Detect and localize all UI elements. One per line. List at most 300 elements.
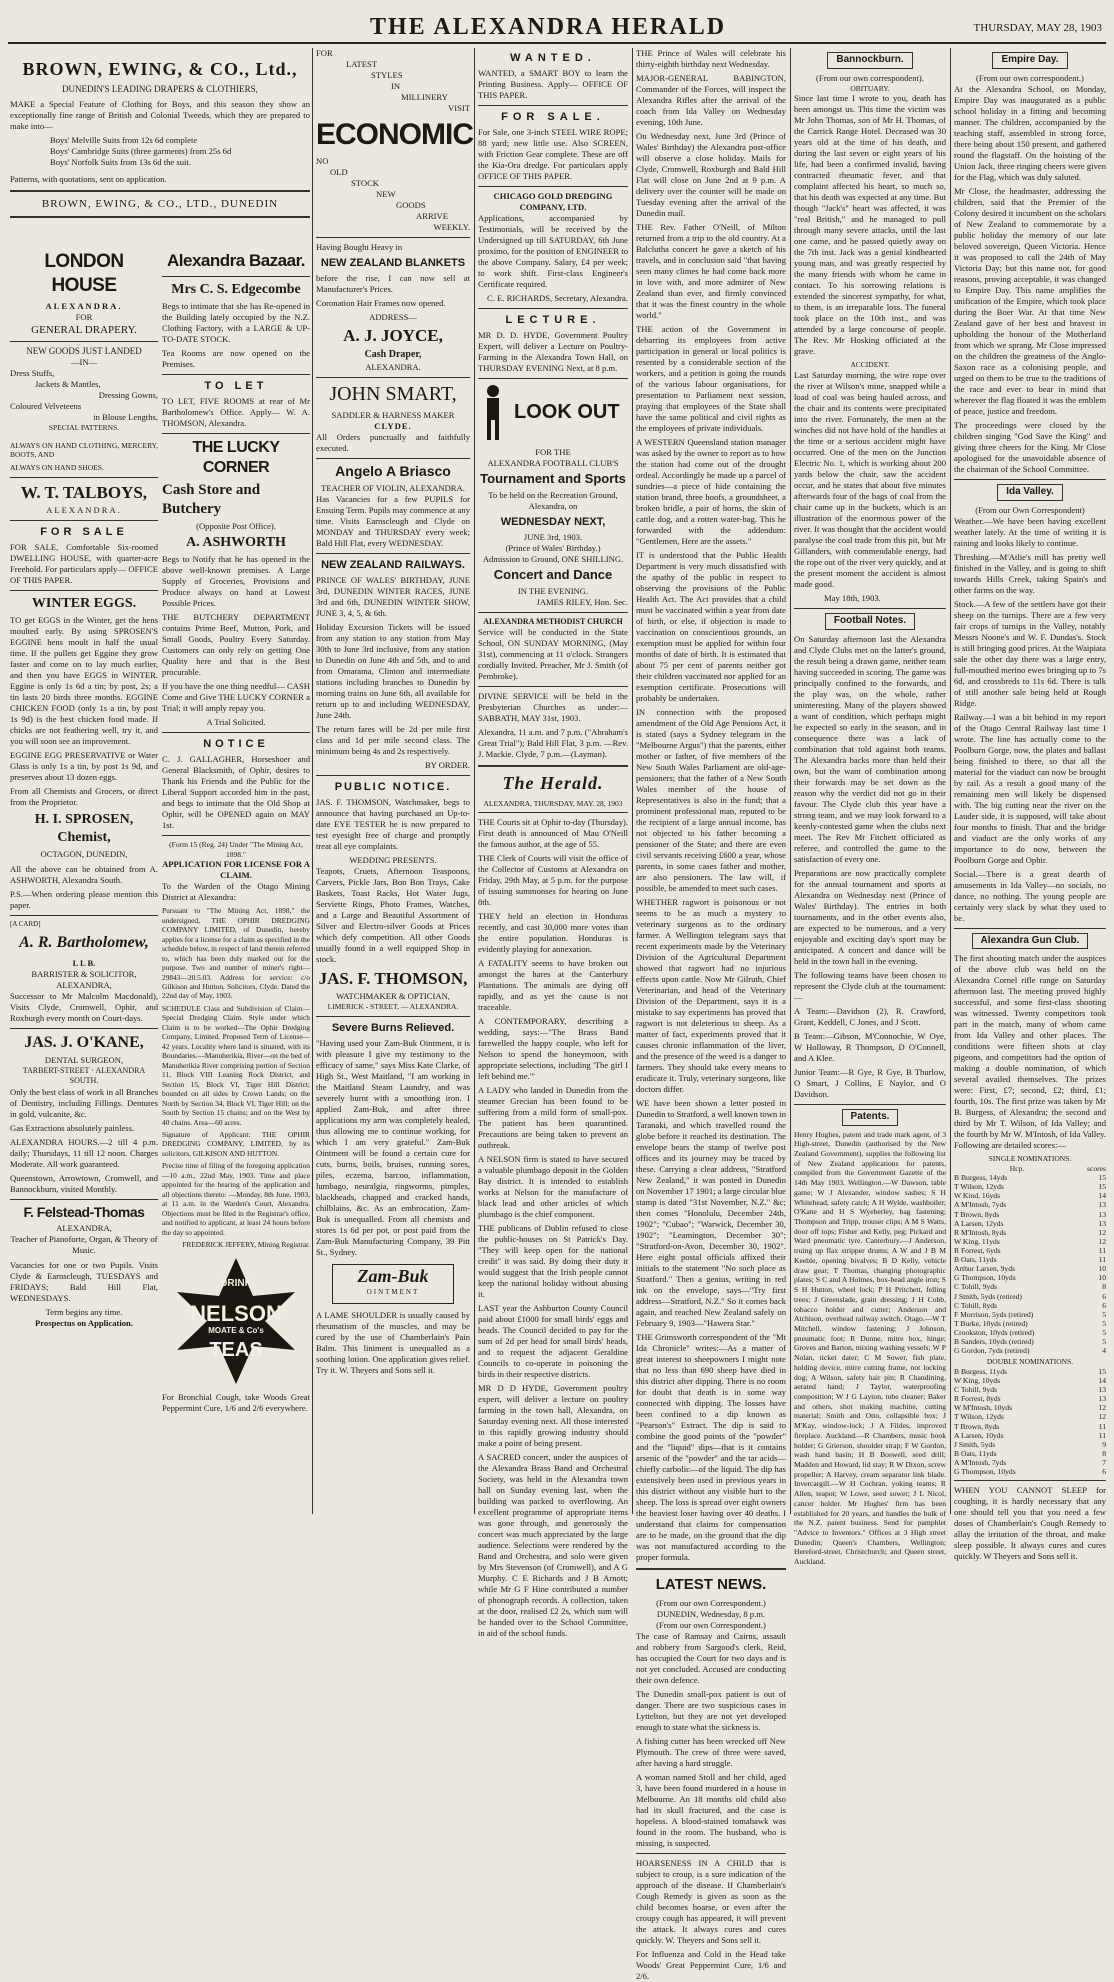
competitor-name: Crookston, 10yds (retired) <box>954 1327 1035 1337</box>
empire-paragraph: Mr Close, the headmaster, addressing the children, said that the Premier of the Colony desired it incumbent on the scholars of New Zealand to commemorate by a public holiday the memory of our late beloved sovereign, Queen Victoria. Hence it was proposed to call the 24th of May Victoria Day; but this name not, for good reasons, proving acceptable, it was changed to Empire Day. This name amplifies the unification of the Empire, which took place during the Boer War. At that time New Zealand gave of her best and bravest in upholding the honour of the Motherland from which we sprang. Mr Close impressed on the children the greatness of the Anglo-Saxon race as a colonising people, and urged on them to be true to the traditions of the race and ever to bear in mind that wherever the flag floated it was the emblem of peace, justice and freedom. <box>954 185 1106 416</box>
okane-towns: Queenstown, Arrowtown, Cromwell, and Bannockburn, visited Monthly. <box>10 1172 158 1194</box>
thomson-trade: WATCHMAKER & OPTICIAN, <box>336 991 450 1002</box>
competitor-name: W M'Intosh, 10yds <box>954 1403 1012 1413</box>
ida-paragraph: Social.—There is a great dearth of amusements in Ida Valley—no socials, no dance, no nothing. The young people are certainly very slack by what they used to be. <box>954 868 1106 923</box>
winter-eggs-text: TO get EGGS in the Winter, get the hens moulted early. By using SPROSEN'S EGGINE hens moult in half the usual time. If the pullets get Eggine they grow faster and come on to lay much earlier, and then you have EGGS in WINTER. Eggine is only 1s 6d a tin; by post, 2s; a tin lasts 20 birds three months. EGGINE CHICKEN FOOD (only 1s a tin, by post 1s 9d) is the best chicken food made. If chicks are not feathering well, try it, and you will soon see an improvement. <box>10 615 158 747</box>
railways-heading: NEW ZEALAND RAILWAYS. <box>321 558 465 571</box>
competitor-name: R Forrest, 8yds <box>954 1394 1001 1404</box>
competitor-name: J Smith, 5yds (retired) <box>954 1291 1022 1301</box>
latest-paragraph: The Dunedin small-pox patient is out of danger. There are two suspicious cases in Lyttelton, but they are not yet developed enough to state what the sickness is. <box>636 1689 786 1733</box>
divider <box>794 1104 946 1105</box>
latest-paragraph: A woman named Stoll and her child, aged 3, have been found murdered in a house in Melbourne. An 18 months old child also had its skull fractured, and the case is hopeless. A blood-stained tomahawk was found in the room. The husband, who is missing, is suspected. <box>636 1772 786 1849</box>
warden-address: To the Warden of the Otago Mining District at Alexandra: <box>162 881 310 903</box>
table-row <box>954 1376 1106 1385</box>
burns-heading: Severe Burns Relieved. <box>331 1022 455 1035</box>
styles-line: FOR <box>316 48 333 58</box>
competitor-name: W King, 10yds <box>954 1375 1001 1385</box>
london-item: Jackets & Mantles, <box>35 379 101 390</box>
table-row <box>954 1385 1106 1394</box>
ida-valley-heading: Ida Valley. <box>997 484 1063 501</box>
to-let-heading: TO LET <box>204 379 268 392</box>
news-paragraph: IT is understood that the Public Health Department is very much dissatisfied with the apathy of the public in respect to observing the provisions of the Public Health Act. The Act provides that a child must be vaccinated within a year from date of birth, or else, if objection is made to vaccination on conscientious grounds, an exemption must be applied for within four months of date of birth. It is estimated that about 75 per cent of parents neither got their children vaccinated nor applied for an exemption certificate. Prosecutions will probably be undertaken. <box>636 550 786 703</box>
competitor-score: 12 <box>1098 1412 1106 1422</box>
admission-note: Admission to Ground, ONE SHILLING. <box>482 553 624 564</box>
issue-date: THURSDAY, MAY 28, 1903 <box>973 22 1102 34</box>
competitor-name: T Wilson, 12yds <box>954 1412 1004 1422</box>
styles-line: VISIT <box>448 103 470 113</box>
competitor-name: F Morrison, 5yds (retired) <box>954 1309 1034 1319</box>
styles-line: IN <box>391 81 401 91</box>
news-paragraph: THE Grimsworth correspondent of the "Mt Ida Chronicle" writes:—As a matter of great interest to sheepowners I might note that no less than 690 sheep have died in this district after dipping. There is no room for doubt that death is in some way connected with dipping. The losses have been confined to a dip known as "Pearson's" Extract. The dip is said to combine the good points of the "powder" and the "liquid" dips—that is it contains arsenic of the "powder" and the tar acids—chiefly carbolic—of the liquid. The dip has extensively been used in previous years in this district without any visible hurt to the sheep. The loss is spread over eight owners the heaviest loser having over 40 deaths. I understand that claims for compensation are to be made, on the ground that the dip was not manufactured according to the proper formula. <box>636 1332 786 1562</box>
bartholomew-degree: L L B. <box>72 957 96 968</box>
column-7 <box>954 48 1106 1562</box>
london-item: Coloured Velveteens <box>10 401 82 412</box>
divider <box>636 1853 786 1854</box>
column-3 <box>316 48 473 1514</box>
lookout-advert <box>478 383 628 443</box>
evening-note: IN THE EVENING. <box>517 585 589 596</box>
double-scores-table <box>954 1367 1106 1476</box>
divider <box>954 479 1106 480</box>
london-house-place: ALEXANDRA. <box>45 300 123 311</box>
for-sale-text: For Sale, one 3-inch STEEL WIRE ROPE; 88 yard; new little use. Also SCREEN, with Friction Gear complete. These are off the Kia-Ora dredge. For particulars apply OFFICE OF THIS PAPER. <box>478 127 628 182</box>
table-row <box>954 1310 1106 1319</box>
competitor-name: B Oats, 11yds <box>954 1255 997 1265</box>
news-paragraph: A FATALITY seems to have broken out amongst the hares at the Canterbury Plantations. The animals are dying off rapidly, and as yet the cause is not traceable. <box>478 958 628 1013</box>
divider <box>794 608 946 609</box>
table-header-row <box>954 1164 1106 1173</box>
table-row <box>954 1273 1106 1282</box>
bannockburn-date: May 18th, 1903. <box>824 592 881 603</box>
clyde-label: CLYDE. <box>374 420 412 431</box>
column-2 <box>162 248 310 1514</box>
methodist-text: Service will be conducted in the State School, ON SUNDAY MORNING, (May 31st), commencing at 11 o'clock. Strangers cordially Invited. Preacher, Mr J. Smith (of Pembroke). <box>478 626 628 681</box>
football-notes-heading: Football Notes. <box>825 613 915 630</box>
divider <box>162 433 310 434</box>
table-row <box>954 1337 1106 1346</box>
table-row <box>954 1264 1106 1273</box>
felstead-place: ALEXANDRA, <box>56 1223 112 1234</box>
table-row <box>954 1431 1106 1440</box>
competitor-score: 12 <box>1098 1403 1106 1413</box>
competitor-score: 11 <box>1098 1421 1106 1431</box>
divider <box>478 812 628 813</box>
table-row <box>954 1467 1106 1476</box>
edgecombe-text: Begs to intimate that she has Re-opened in the Building lately occupied by the N.Z. Clothing Factory, with a LARGE & UP-TO-DATE STOCK. <box>162 300 310 344</box>
table-row <box>954 1210 1106 1219</box>
competitor-score: 5 <box>1102 1309 1106 1319</box>
london-item: SPECIAL PATTERNS. <box>48 423 120 433</box>
tournament-title: Tournament and Sports <box>480 471 626 487</box>
divider <box>316 553 470 554</box>
saddler-label: SADDLER & HARNESS MAKER <box>331 409 455 420</box>
divider <box>10 1028 158 1029</box>
column-6 <box>794 48 946 1567</box>
london-house-general: GENERAL DRAPERY. <box>31 323 137 336</box>
bartholomew-name: A. R. Bartholomew, <box>19 934 149 952</box>
london-item: in Blouse Lengths, <box>93 412 158 423</box>
bronchial-note: For Bronchial Cough, take Woods Great Peppermint Cure, 1/6 and 2/6 everywhere. <box>162 1391 310 1413</box>
okane-subtitle: DENTAL SURGEON, <box>44 1055 124 1066</box>
london-house-in: —IN— <box>70 357 98 368</box>
nelson-label: NELSON <box>190 1300 282 1326</box>
competitor-name: W Kind, 16yds <box>954 1191 1001 1201</box>
for-sale-heading: FOR SALE <box>40 526 128 539</box>
wednesday-next: WEDNESDAY NEXT, <box>500 515 606 528</box>
football-paragraph: Preparations are now practically complete for the annual tournament and sports at Alexandra on Wednesday next (Prince of Wales' Birthday). The entries in both tournaments, and in the other events also, are expected to be numerous, and a very enjoyable and exciting day's sport may be anticipated. A concert and dance will be held in the town hall in the evening. <box>794 867 946 966</box>
competitor-score: 14 <box>1098 1191 1106 1201</box>
fares-note: The return fares will be 2d per mile first class and 1d per mile second class. The minimum being 4s and 2s respectively. <box>316 723 470 756</box>
london-house-new: NEW GOODS JUST LANDED <box>26 345 142 356</box>
held-note: To be held on the Recreation Ground, Alexandra, on <box>488 489 618 511</box>
competitor-score: 5 <box>1102 1337 1106 1347</box>
okane-hours: ALEXANDRA HOURS.—2 till 4 p.m. daily; Thursdays, 11 till 12 noon. Charges Moderate. All work guaranteed. <box>10 1136 158 1169</box>
news-paragraph: IN connection with the proposed amendment of the Old Age Pensions Act, it is stated (says a Sydney telegram in the "Melbourne Argus") that the parents, either mother or father, of five members of the New South Wales Parliament are old-age-pensioners; that the father of a New South Wales member of the house of Representatives is also in the fund; that a prominent professional man, reputed to be the recipient of a large annual income, has not objected to his father becoming a pensioner of the State; and there are even civil servants receiving £600 a year, whose parents, in some cases father and mother, are also pensioners. The law will, if possible, be amended to meet such cases. <box>636 707 786 893</box>
ashworth-note: All the above can be obtained from A. ASHWORTH, Alexandra South. <box>10 864 158 886</box>
egg-preservative: EGGINE EGG PRESERVATIVE or Water Glass is only 1s a tin, by post 1s 9d, and preserves about 13 dozen eggs. <box>10 750 158 783</box>
competitor-name: B Oats, 11yds <box>954 1448 997 1458</box>
bartholomew-profession: BARRISTER & SOLICITOR, ALEXANDRA, <box>31 968 137 990</box>
divider <box>316 775 470 776</box>
competitor-score: 15 <box>1098 1366 1106 1376</box>
bannockburn-heading: Bannockburn. <box>827 52 912 69</box>
okane-gas: Gas Extractions absolutely painless. <box>10 1122 135 1133</box>
competitor-name: G Gordon, 7yds (retired) <box>954 1346 1030 1356</box>
ida-paragraph: Threshing.—M'Atlie's mill has pretty well finished in the Valley, and is going to shift towards Hills Creek, taking Spain's and other farms on the way. <box>954 551 1106 595</box>
by-order: BY ORDER. <box>424 759 470 770</box>
column-rule <box>632 48 633 1514</box>
bannockburn-paragraph: Last Saturday morning, the wire rope over the river at Wilson's mine, snapped while a load of coal was being hauled across, and the chair and its contents were precipitated into the river. Fortunately, the men at the winches did not have hold of the handles at the time or a serious accident might have occurred. One of the men on the Junction Electric No. 1, which is working about 200 yards below the chair, saw the accident occur, and he states that about five minutes afterwards four of the bags of coal from the chair came up in the buckets, which is an illustration of the enormous power of the river. It was thought that the accident would paralyse the coal trade from this pit, but Mr Gillanders, with commendable energy, had the rope out of the river very quickly, and at the present moment the accident is almost made good. <box>794 369 946 589</box>
divider <box>316 1016 470 1017</box>
form-reference: (Form 15 (Reg. 24) Under "The Mining Act, 1898." <box>169 840 303 859</box>
joyce-place: ALEXANDRA. <box>365 362 421 373</box>
wedding-heading: WEDDING PRESENTS. <box>349 854 437 865</box>
divider <box>478 378 628 379</box>
styles-line: MILLINERY <box>401 92 448 102</box>
empire-paragraph: At the Alexandra School, on Monday, Empire Day was inaugurated as a public school holiday in a fitting and becoming manner. The children, accompanied by the teaching staff, assembled in strong force, there being about 150 present, and gathered round the flagstaff. On the hoisting of the Union Jack, three ringing cheers were given for the Flag, which was duly saluted. <box>954 83 1106 182</box>
competitor-score: 11 <box>1098 1255 1106 1265</box>
divider <box>954 1480 1106 1481</box>
suit-list <box>10 135 310 168</box>
table-row <box>954 1367 1106 1376</box>
ashworth-name: A. ASHWORTH <box>186 535 286 551</box>
public-notice-text: JAS. F. THOMSON, Watchmaker, begs to announce that having purchased an Up-to-date EYE TESTER he is now prepared to test eyesight free of charge and promptly treat all eye complaints. <box>316 796 470 851</box>
team-list: A Team:—Davidson (2), R. Crawford, Grant, Keddell, C Jones, and J Scott. <box>794 1005 946 1027</box>
empire-day-heading: Empire Day. <box>992 52 1067 69</box>
latest-paragraph: The case of Ramsay and Cairns, assault and robbery from Sargood's clerk, Reid, has occupied the Court for two days and is not yet concluded. Accused are conducting their own defence. <box>636 1631 786 1686</box>
competitor-name: B Burgess, 11yds <box>954 1366 1007 1376</box>
holiday-tickets: Holiday Excursion Tickets will be issued from any station to any station from May 30th to June 3rd inclusive, from any station to Dunedin on June 4th and 5th, and to and from Omarama, Clinton and intermediate stations including branches to Dunedin by morning trains on June 6th, all available for return up to and including WEDNESDAY, June 24th. <box>316 621 470 720</box>
news-paragraph: A SACRED concert, under the auspices of the Alexandra Brass Band and Orchestral Society, was held in the Alexandra town hall on Sunday evening last, when the building was packed to overflowing. An excellent programme of appropriate items was gone through, and generously the concert was much appreciated by the large audience. Selections were rendered by the Band and Orchestra, and solo were given by Mrs Stevenson (of Cromwell), and A G Murphy. C E Richards and J B Arnott; while Mr G F Hine contributed a number of phonograph records. A collection, taken at the door, realised £2 2s, which sum will be handed over to the School Committee, in aid of the school funds. <box>478 1452 628 1639</box>
table-row <box>954 1282 1106 1291</box>
table-row <box>954 1292 1106 1301</box>
june-date: JUNE 3rd, 1903. <box>523 531 583 542</box>
hoarseness-note: HOARSENESS IN A CHILD that is subject to croup, is a sure indication of the approach of the disease. If Chamberlain's Cough Remedy is given as soon as the child becomes hoarse, or even after the croupy cough has appeared, it will prevent the attack. It always cures and cures quickly. W. Theyers and Sons sell it. <box>636 1858 786 1946</box>
table-row <box>954 1319 1106 1328</box>
correspondent-note: (From our own Correspondent.) <box>656 1598 766 1609</box>
column-rule <box>474 48 475 1514</box>
divider <box>162 732 310 733</box>
competitor-score: 10 <box>1098 1273 1106 1283</box>
for-sale-text: FOR SALE, Comfortable Six-roomed DWELLING HOUSE, with quarter-acre Freehold. For particulars apply— OFFICE OF THIS PAPER. <box>10 542 158 586</box>
competitor-score: 6 <box>1102 1467 1106 1477</box>
briasco-violin: TEACHER OF VIOLIN, ALEXANDRA. <box>321 482 465 493</box>
competitor-name: B Burgess, 14yds <box>954 1173 1008 1183</box>
handicap-header: Hcp. <box>1009 1163 1025 1173</box>
joyce-draper: Cash Draper, <box>364 349 422 361</box>
news-paragraph: THE Clerk of Courts will visit the office of the Collector of Customs at Alexandra on Friday, 29th May, at 5 p.m. for the purpose of issuing summonses for hearing on June 8th. <box>478 853 628 908</box>
news-paragraph: A NELSON firm is stated to have secured a valuable plumbago deposit in the Golden Bay district. It is intended to establish works at Nelson for the manufacture of black lead and other articles of which plumbago is the chief component. <box>478 1154 628 1220</box>
competitor-name: W King, 11yds <box>954 1236 1000 1246</box>
football-paragraph: The following teams have been chosen to represent the Clyde club at the tournament:— <box>794 969 946 1002</box>
competitor-name: C Tohill, 8yds <box>954 1300 997 1310</box>
divine-heading: DIVINE SERVICE will be held in the Presbyterian Churches as under:— SABBATH, MAY 31st, 1903. <box>478 690 628 723</box>
divider <box>478 105 628 106</box>
competitor-name: J Smith, 5yds <box>954 1439 996 1449</box>
always-on-hand: ALWAYS ON HAND CLOTHING, MERCERY, BOOTS, AND <box>10 440 158 460</box>
ida-paragraph: Weather.—We have been having excellent weather lately. At the time of writing it is raining and looks likely to continue. <box>954 515 1106 548</box>
table-row <box>954 1246 1106 1255</box>
competitor-name: R M'Intosh, 8yds <box>954 1227 1007 1237</box>
competitor-score: 15 <box>1098 1173 1106 1183</box>
table-row <box>954 1228 1106 1237</box>
chicago-secretary: C. E. RICHARDS, Secretary, Alexandra. <box>487 293 628 304</box>
ps-note: P.S.—When ordering please mention this paper. <box>10 889 158 911</box>
competitor-score: 7 <box>1102 1457 1106 1467</box>
herald-heading: The Herald. <box>502 772 604 793</box>
competitor-name: Arthur Larsen, 9yds <box>954 1264 1015 1274</box>
football-paragraph: On Saturday afternoon last the Alexandra and Clyde Clubs met on the latter's ground, the result being a drawn game, neither team having succeeded in scoring. The game was principally confined to the forwards, and the play was, on the whole, rather uninteresting. Many of the players showed a want of condition, which perhaps might be expected so early in the season, and in consequence there was a lack of combination that told against both teams. The Alexandra backs more than held their own, but the want of combination among their forwards may be set down as the reason why the verdict did not go in their favour. The Clyde club this year have a strong team, and we may look forward to a keenly-contested game when the clubs next meet. The Rev Mr Fitchett officiated as referee, and controlled the game to the satisfaction of every one. <box>794 633 946 864</box>
blankets-title: NEW ZEALAND BLANKETS <box>320 257 466 270</box>
suit-item: Boys' Melville Suits from 12s 6d complete <box>50 134 198 145</box>
competitor-score: 6 <box>1102 1291 1106 1301</box>
news-paragraph: THEY held an election in Honduras recently, and cast 30,000 more votes than the entire population. Honduras is evidently playing for annexation. <box>478 911 628 955</box>
tea-rooms: Tea Rooms are now opened on the Premises. <box>162 347 310 369</box>
news-paragraph: THE publicans of Dublin refused to close the public-houses on St Patrick's Day. "They will keep open for the national credit" it was said. By doing their duty it would suggest that the Irish people cannot keep the national holiday without abusing it. <box>478 1223 628 1300</box>
application-heading: APPLICATION FOR LICENSE FOR A CLAIM. <box>162 859 310 881</box>
divider <box>10 915 158 916</box>
trial-note: A Trial Solicited. <box>206 716 266 727</box>
news-paragraph: A LADY who landed in Dunedin from the steamer Grecian has been found to be suffering from a mild form of small-pox. The patient has been quarantined. Precautions are being taken to prevent an outbreak. <box>478 1085 628 1151</box>
notice-text: C. J. GALLAGHER, Horseshoer and General Blacksmith, of Ophir, desires to Thank his Friends and the Public for the Liberal Support accorded him in the past, and begs to intimate that the Old Shop at Ophir, will be OPENED again on MAY 1st. <box>162 754 310 831</box>
sprosen-place: OCTAGON, DUNEDIN, <box>40 849 128 860</box>
table-row <box>954 1458 1106 1467</box>
table-row <box>954 1346 1106 1355</box>
influenza-note: For Influenza and Cold in the Head take Woods' Great Peppermint Cure, 1/6 and 2/6. <box>636 1949 786 1982</box>
suit-item: Boys' Norfolk Suits from 13s 6d the suit. <box>50 156 191 167</box>
london-item: Dress Stuffs, <box>10 368 55 379</box>
competitor-score: 12 <box>1098 1227 1106 1237</box>
competitor-score: 15 <box>1098 1182 1106 1192</box>
nelson-teas-advert <box>171 1256 301 1386</box>
old-stock-line: STOCK <box>351 178 380 189</box>
column-4 <box>478 48 628 1639</box>
competitor-name: T Brown, 8yds <box>954 1421 1000 1431</box>
obituary-label: OBITUARY. <box>850 83 890 93</box>
drink-label: DRINK <box>220 1277 252 1289</box>
patents-text: Henry Hughes, patent and trade mark agent, of 3 High-street, Dunedin (authorised by the New Zealand Government), supplies the following list of New Zealand applications for patents, compiled from the Government Gazette of the 14th May 1903. Wellington.—W Dawson, table game; W J Alexander, window sashes; S H Whitehead, safety catch; A H Wylde, washboiler; O'Kane and H S Wyeberley, bag fastening; Thompson and Tripp, trouser clips; A M S Watts, door off tops; Fisher and Kelly, peg; Pickard and Ward pneumatic tyre. Canterbury.—J Anderson, truing up flax stripper drums; A W and J B M Keeble, opening bivalves; B D Kelly, vehicle draw gear; T Thomas, changing photographic plates; S C and A Holmes, box-bead angle iron; S S H Hutton, wheel lock; P H Pritchett, felling trees; J Greenslade, grain dressing; J H Cobb, tobacco holder and cutter; Anderson and Atchison, overhead railway switch. Otago.—W T Mitchell, window fastening; J Johnson, pneumatic foot; R Dunne, mitre box, hinge; Groves and Barton, mixing washing vessels; W P Nolan, ticket dater; C M Sower, fish plate, holding device, mitre cutting frame, not locking dog; A Wilson, safety hair pin; R Chandining, aerated hand; J Taylor, waterproofing composition; W J G Layton, tube cleaner; Baker and others, shot making machine, cutting material; Smith and Otto, collapsible box; J M'Kay, window-lock; J A Fildes, improved fireplace. Auckland.—R Chambers, music book holder; G Grierson, shoulder strap; F W Gordon, wash hand basin; H B Boswell, seed drill; Madden and Howard, lid stay; R W Dixon, screw propeller; A Harvey, cream separator link blade. Invercargill.—W H Cochran, yoking teams; R Allen, teapot; W Lowe, seed sower; J L Nicol, cancer holder. Mr Hughes' firm has been established for 20 years, and handles the bulk of the N.Z. patent business. Send for pamphlet "Advice to Inventors." Offices at 3 High street Dunedin; Queen's Chambers, Wellington; Hereford-street, Christchurch; and Queen street, Auckland. <box>794 1129 946 1567</box>
brown-ewing-footer: BROWN, EWING, & CO., LTD., DUNEDIN <box>41 197 279 210</box>
wanted-heading: WANTED. <box>510 52 596 64</box>
divider <box>10 190 310 192</box>
styles-line: LATEST <box>346 59 378 69</box>
competitor-score: 5 <box>1102 1327 1106 1337</box>
divider <box>636 1568 786 1570</box>
competitor-name: A Larsen, 12yds <box>954 1218 1004 1228</box>
okane-title: JAS. J. O'KANE, <box>24 1033 144 1051</box>
chicago-heading: CHICAGO GOLD DREDGING COMPANY, LTD. <box>493 191 613 213</box>
teas-label: TEAS <box>209 1338 263 1361</box>
smart-name: JOHN SMART, <box>329 383 457 406</box>
competitor-score: 8 <box>1102 1448 1106 1458</box>
briasco-text: Has Vacancies for a few PUPILS for Ensuing Term. Pupils may commence at any time. Visits Earnscleugh and Clyde on MONDAY and THURSDAY every week; Bald Hill Flat, every WEDNESDAY. <box>316 493 470 548</box>
divider <box>954 928 1106 929</box>
burns-text: "Having used your Zam-Buk Ointment, it is with pleasure I give my testimony to the efficacy of same," says Miss Kate Clarke, of High St., West Maitland, "I am working in the Maitland Steam Laundry, and was severely burnt with a smoothing iron. I applied Zam-Buk, and after three applications my arm was completely healed, thus allowing me to continue working, for which I am very grateful." Zam-Buk Ointment will be found a certain cure for cuts, burns, boils, bruises, running sores, piles, eczema, barcoo, inflammation, lumbago, neuralgia, ringworms, pimples, blackheads, chapped and cracked hands, chilblains, &c. As an embrocation, Zam-Buk is unequalled. From all chemists and stores 1s 6d per pot, or post paid from the Zam-Buk Manufacturing Company, 39 Pitt St., Sydney. <box>316 1038 470 1258</box>
bazaar-title: Alexandra Bazaar. <box>167 251 305 270</box>
competitor-score: 13 <box>1098 1218 1106 1228</box>
methodist-heading: ALEXANDRA METHODIST CHURCH <box>483 616 623 626</box>
london-house-for: FOR <box>75 311 93 322</box>
divine-text: Alexandra, 11 a.m. and 7 p.m. ("Abraham's Great Trial"); Bald Hill Flat, 3 p.m. —Rev. J. Mackie. Clyde, 7 p.m.—(Layman). <box>478 726 628 759</box>
table-row <box>954 1301 1106 1310</box>
column-rule <box>790 48 791 1514</box>
concert-title: Concert and Dance <box>493 566 613 582</box>
competitor-score: 11 <box>1098 1430 1106 1440</box>
team-list: B Team:—Gibson, M'Connochie, W Oye, W Holloway, R Thompson, D O'Connell, and A Klee. <box>794 1030 946 1063</box>
lame-shoulder-text: A LAME SHOULDER is usually caused by rheumatism of the muscles, and may be cured by the use of Chamberlain's Pain Balm. This liniment is unequalled as a soothing lotion. One application gives relief. Try it. W. Theyers and Sons sell it. <box>316 1310 470 1376</box>
wedding-text: Teapots, Cruets, Afternoon Teaspoons, Carvers, Pickle Jars, Bon Bon Trays, Cake Baskets, Toast Racks, Hot Water Jugs, Serviette Rings, Photo Frames, Watches, and a Large and Beautiful Assortment of Silver and Electro-silver Goods at Prices which defy competition. All other Goods usually found in a well equipped Shop in stock. <box>316 865 470 964</box>
orders-note: All Orders punctually and faithfully executed. <box>316 431 470 453</box>
table-row <box>954 1191 1106 1200</box>
cough-note: WHEN YOU CANNOT SLEEP for coughing, it is hardly necessary that any one should tell you that you need a few doses of Chamberlain's Cough Remedy to allay the irritation of the throat, and make sleep possible. It always cures and cures quickly. W Theyers and Sons sell it. <box>954 1485 1106 1562</box>
schedule-text: SCHEDULE Class and Subdivision of Claim—Special Dredging Claim. Style under which Claim is to be worked—The Ophir Dredging Company, Limited. Proposed Term of License—42 years. Locality where land is situated, with its Boundaries.—Manuherikia, River—on the bed of Manuherikia River comprising portion of Section 11, Block VIII Leaning Rock District, and Section 15, Block VI, Tiger Hill District; bounded on all sides by Crown Lands; on the North by Section 34, Block VI, Tiger Hill; on the South by Section 15 chains; and on the West by 40 chains. Area—60 acres. <box>162 1003 310 1127</box>
newspaper-title: THE ALEXANDRA HERALD <box>370 14 727 40</box>
london-item: Dressing Gowns, <box>98 390 158 401</box>
ashworth-text: Begs to Notify that he has opened in the above well-known premises. A Large Supply of Groceries, Provisions and Produce always on hand at Lowest Possible Prices. <box>162 553 310 608</box>
for-sale-heading: FOR SALE. <box>501 111 605 124</box>
accident-label: ACCIDENT. <box>850 360 890 370</box>
lecture-text: MR D. D. HYDE, Government Poultry Expert, will deliver a Lecture on Poultry-Farming in the Alexandra Town Hall, on THURSDAY EVENING Next, at 8 p.m. <box>478 330 628 374</box>
thomson-address: LIMERICK - STREET, — ALEXANDRA. <box>327 1002 459 1012</box>
old-stock-line: GOODS <box>396 200 426 211</box>
competitor-score: 10 <box>1098 1264 1106 1274</box>
table-row <box>954 1440 1106 1449</box>
brown-ewing-text: MAKE a Special Feature of Clothing for Boys, and this season they show an exceptionally fine range of British and Colonial Tweeds, which they are prepared to make into— <box>10 98 310 131</box>
prince-paragraph: THE Prince of Wales will celebrate his thirty-eighth birthday next Wednesday. <box>636 48 786 69</box>
to-let-text: TO LET, FIVE ROOMS at rear of Mr Bartholomew's Office. Apply— W. A. THOMSON, Alexandra. <box>162 395 310 428</box>
competitor-name: A M'Intosh, 7yds <box>954 1457 1007 1467</box>
divider <box>478 308 628 309</box>
divider <box>10 341 158 342</box>
table-row <box>954 1237 1106 1246</box>
double-nominations-label: DOUBLE NOMINATIONS. <box>986 1357 1074 1367</box>
card-label: [A CARD] <box>10 920 41 929</box>
felstead-text: Vacancies for one or two Pupils. Visits Clyde & Earnscleugh, TUESDAYS and FRIDAYS; Bald Hill Flat, WEDNESDAYS. <box>10 1260 158 1304</box>
post-office-note: (Opposite Post Office). <box>196 521 276 532</box>
riley-secretary: JAMES RILEY, Hon. Sec. <box>536 596 628 607</box>
news-paragraph: THE action of the Government in debarring its employees from active participation in general or local politics is resented by a considerable section of the workers, and a petition is going the rounds of the various labour organisations, for presentation to Parliament next session, praying that employees of the State shall have the same political and civil rights as the employees of private individuals. <box>636 324 786 433</box>
divider <box>478 765 628 767</box>
news-paragraph: THE Courts sit at Ophir to-day (Thursday). First death is announced of Mau O'Neill the famous author, at the age of 55. <box>478 817 628 850</box>
competitor-name: B Sanders, 10yds (retired) <box>954 1337 1034 1347</box>
competitor-name: T Brown, 8yds <box>954 1209 1000 1219</box>
table-row <box>954 1219 1106 1228</box>
competitor-score: 13 <box>1098 1200 1106 1210</box>
brown-ewing-title: BROWN, EWING, & CO., Ltd., <box>22 59 298 79</box>
table-row <box>954 1422 1106 1431</box>
butchery-text: THE BUTCHERY DEPARTMENT contains Prime Beef, Mutton, Pork, and Small Goods, Poultry Every Saturday. Customers can only rely on getting One Quality here and that is the Best procurable. <box>162 611 310 677</box>
old-stock-line: WEEKLY. <box>433 222 470 233</box>
competitor-score: 13 <box>1098 1209 1106 1219</box>
chicago-text: Applications, accompanied by Testimonials, will be received by the Undersigned up till SATURDAY, 6th June proximo, for the position of ENGINEER to the above Company. Salary, £4 per week; to work shift. First-class Engineer's Certificate required. <box>478 213 628 290</box>
birthday-events: PRINCE OF WALES' BIRTHDAY, JUNE 3rd, DUNEDIN WINTER RACES, JUNE 3rd and 6th, DUNEDIN WINTER SHOW, JUNE 3, 4, 5, & 6th. <box>316 574 470 618</box>
correspondent-note: (From our own correspondent). <box>816 72 924 83</box>
news-paragraph: THE Rev. Father O'Neill, of Milton returned from a trip to the old country. At a Balclutha concert he gave a sketch of his travels, and in conclusion said "that having seen many climes he had come back more in love with, and more admirer of New Zealand than ever, and firmly convinced that it was the finest country in the whole world." <box>636 222 786 320</box>
lookout-for: FOR THE <box>535 447 571 458</box>
table-row <box>954 1255 1106 1264</box>
always-on-hand: ALWAYS ON HAND SHOES. <box>10 463 104 472</box>
correspondent-note: (From our Own Correspondent) <box>975 504 1085 515</box>
london-house-title: LONDON HOUSE <box>44 251 124 297</box>
divider <box>10 590 158 591</box>
news-paragraph: MR D D HYDE, Government poultry expert, will deliver a lecture on poultry farming in the town hall, Alexandra, on Saturday evening next. All those interested in this rapidly growing industry should make a point of being present. <box>478 1383 628 1449</box>
table-row <box>954 1449 1106 1458</box>
zam-buk-sub: OINTMENT <box>366 1288 420 1297</box>
news-paragraph: A CONTEMPORARY, describing a wedding, says:—"The Brass Band farewelled the happy couple, who left for Nelson to spend the honeymoon, with appropriate selections, including 'The girl I left behind me.'" <box>478 1016 628 1082</box>
divider <box>10 1199 158 1200</box>
table-row <box>954 1328 1106 1337</box>
competitor-name: T Burke, 10yds (retired) <box>954 1318 1028 1328</box>
column-5 <box>636 48 786 1982</box>
old-stock-line: NO <box>316 156 329 167</box>
suit-item: Boys' Cambridge Suits (three garments) from 25s 6d <box>50 145 232 156</box>
news-paragraph: WHETHER ragwort is poisonous or not seems to be as much a mystery to veterinary surgeons as to the ordinary farmer. A Wellington telegram says that recent experiments made by the Veterinary Division of the Agricultural Department showed that ragwort had no injurious effects upon cattle. Now Mr Gilruth, Chief Veterinarian, and head of the Veterinary Division of the Department, says it is a mistake to say experiments has proved that ragwort is not deleterious to sheep. As a matter of fact, experiments proved that it causes chronic inflammation of the liver, and the presence of the weed is a danger to farmers. They should take every means to eradicate it. Truly, veterinary surgeons, like doctors differ. <box>636 897 786 1094</box>
divider <box>316 458 470 459</box>
divider <box>162 835 310 836</box>
coronation-note: Coronation Hair Frames now opened. <box>316 298 446 309</box>
table-row <box>954 1394 1106 1403</box>
table-row <box>954 1412 1106 1421</box>
column-rule <box>950 48 951 1514</box>
gun-club-heading: Alexandra Gun Club. <box>972 933 1089 950</box>
competitor-score: 13 <box>1098 1394 1106 1404</box>
ida-paragraph: Stock.—A few of the settlers have got their sheep on the turnips. There are a few very fair crops of turnips in the Valley, notably Messrs Noone's and W. F. Dundas's. Stock is still bringing good prices. At the Waipiata sale the other day there was a large entry, full-mouthed merino ewes bringing up to 7s 6d, and crossbreds to 11s 6d. There is talk of still another sale being held at Rough Ridge. <box>954 598 1106 708</box>
okane-text: Only the best class of work in all Branches of Dentistry, including Fillings. Dentures in gold, vulcanite, &c. <box>10 1086 158 1119</box>
correspondent-note: (From our own Correspondent.) <box>656 1620 766 1631</box>
old-stock-line: ARRIVE <box>416 211 448 222</box>
empire-paragraph: The proceedings were closed by the children singing "God Save the King" and giving three cheers for the King. Mr Close apologised for the unavoidable absence of the chairman of the School Committee. <box>954 419 1106 474</box>
divider <box>162 374 310 375</box>
news-paragraph: On Wednesday next, June 3rd (Prince of Wales' Birthday) the Alexandra post-office will observe a close holiday. Mails for Clyde, Cromwell, Roxburgh and Bald Hill Flat will close on June 2nd at 9 p.m. A delivery over the counter will be made on Tuesday evening after the arrival of the Dunedin mail. <box>636 131 786 218</box>
news-paragraph: WE have been shown a letter posted in Dunedin to Stratford, a well known town in Taranaki, and which travelled round the globe before it reached its destination. The envelope bears the stamp of twelve post offices and its journey may be traced by these. Carrying a clear address, "Stratford New Zealand," it was posted in Dunedin on November 17 1901; a large circular blue stamp is dated "31st November, N.Z." &c; then comes "Honolulu, December 24th, 1902"; "Cubao"; "Warwick, December 30, 1902"; "Leamington, December 30"; "Stratford-on-Avon, December 30, 1902". Here eight postal officials affixed their initials to the statement "No such place as Stratford." Then a genius, writing in red ink on the envelope, says—"Try first address—Stratford, N.Z." So it comes back again, and reached New Zealand safely on February 9, 1903—"Hawera Star." <box>636 1098 786 1328</box>
edgecombe-name: Mrs C. S. Edgecombe <box>171 281 301 297</box>
bartholomew-text: Successor to Mr Malcolm Macdonald), Visits Clyde, Cromwell, Ophir, and Roxburgh every month on Court-days. <box>10 990 158 1023</box>
briasco-name: Angelo A Briasco <box>335 462 451 479</box>
signature-text: Signature of Applicant: THE OPHIR DREDGING COMPANY, LIMITED, by its solicitors, GILKISON AND HUTTON. <box>162 1130 310 1158</box>
hearing-text: Precise time of filing of the foregoing application—10 a.m., 22nd May, 1903. Time and place appointed for the hearing of the application and all objections thereto: —Monday, 8th June, 1903, at 11 a.m. in the Warden's Court, Alexandra. Objections must be filed in the Registrar's office, and notified to applicant, at least 24 hours before the day so appointed. <box>162 1161 310 1237</box>
football-club: ALEXANDRA FOOTBALL CLUB'S <box>487 458 619 469</box>
competitor-name: T Wilson, 12yds <box>954 1182 1004 1192</box>
news-paragraph: LAST year the Ashburton County Council paid about £1000 for small birds' eggs and heads. The Council decided to pay for the sum of 2d per head for small birds' heads, and to request the adjacent Geraldine Councils to co-operate in poisoning the birds in their respective districts. <box>478 1303 628 1380</box>
prince-birthday: (Prince of Wales' Birthday.) <box>505 542 601 553</box>
gun-club-text: The first shooting match under the auspices of the above club was held on the Alexandra Cornel rifle range on Saturday afternoon last. The meeting proved highly successful, and some first-class shooting was witnessed. Twenty competitors took part in the match, many of whom came from Ida Valley and other places. The conditions were fifteen shots at clay pigeons, and competitors had the option of making a double nomination, of which several availed themselves. The prizes were: First, £7; second, £2; third, £1; fourth, 10s. The first prize was taken by Mr B. Burgess, of Alexandra; the second and third by Mr T. Wilson, of Ida Valley; and the fourth by Mr W. M'Intosh, of Ida Valley. Following are detailed scores:— <box>954 953 1106 1151</box>
column-1 <box>10 248 158 1514</box>
bannockburn-paragraph: Since last time I wrote to you, death has been amongst us. This time the victim was Mr John Thomas, son of Mr H. Thomas, of the Carrick Range Hotel. Deceased was 30 years old at the time of his death, and during the last seven or eight years of his life, had been a confirmed invalid, having contracted rheumatic fever, and that complaint affected his heart, so much so, that his death was expected at any time. But though "Jack's" heart was affected, it was "real British," and he managed to pull through many severe attacks, until the last one came, and he passed quietly away on the 7th inst. Jack was a genial kindhearted young man, and was greatly respected by the many friends with whom he came in contact. To his sorrowing relations is extended the sincerest sympathy, for what, to them, is an irreparable loss. The funeral took place on the 10th inst., and was attended by a large concourse of people. The Rev. Mr Hosking officiated at the grave. <box>794 93 946 357</box>
competitor-name: R Forrest, 6yds <box>954 1245 1001 1255</box>
economic-title: ECONOMIC <box>316 118 473 151</box>
competitor-score: 14 <box>1098 1375 1106 1385</box>
divider <box>162 276 310 277</box>
